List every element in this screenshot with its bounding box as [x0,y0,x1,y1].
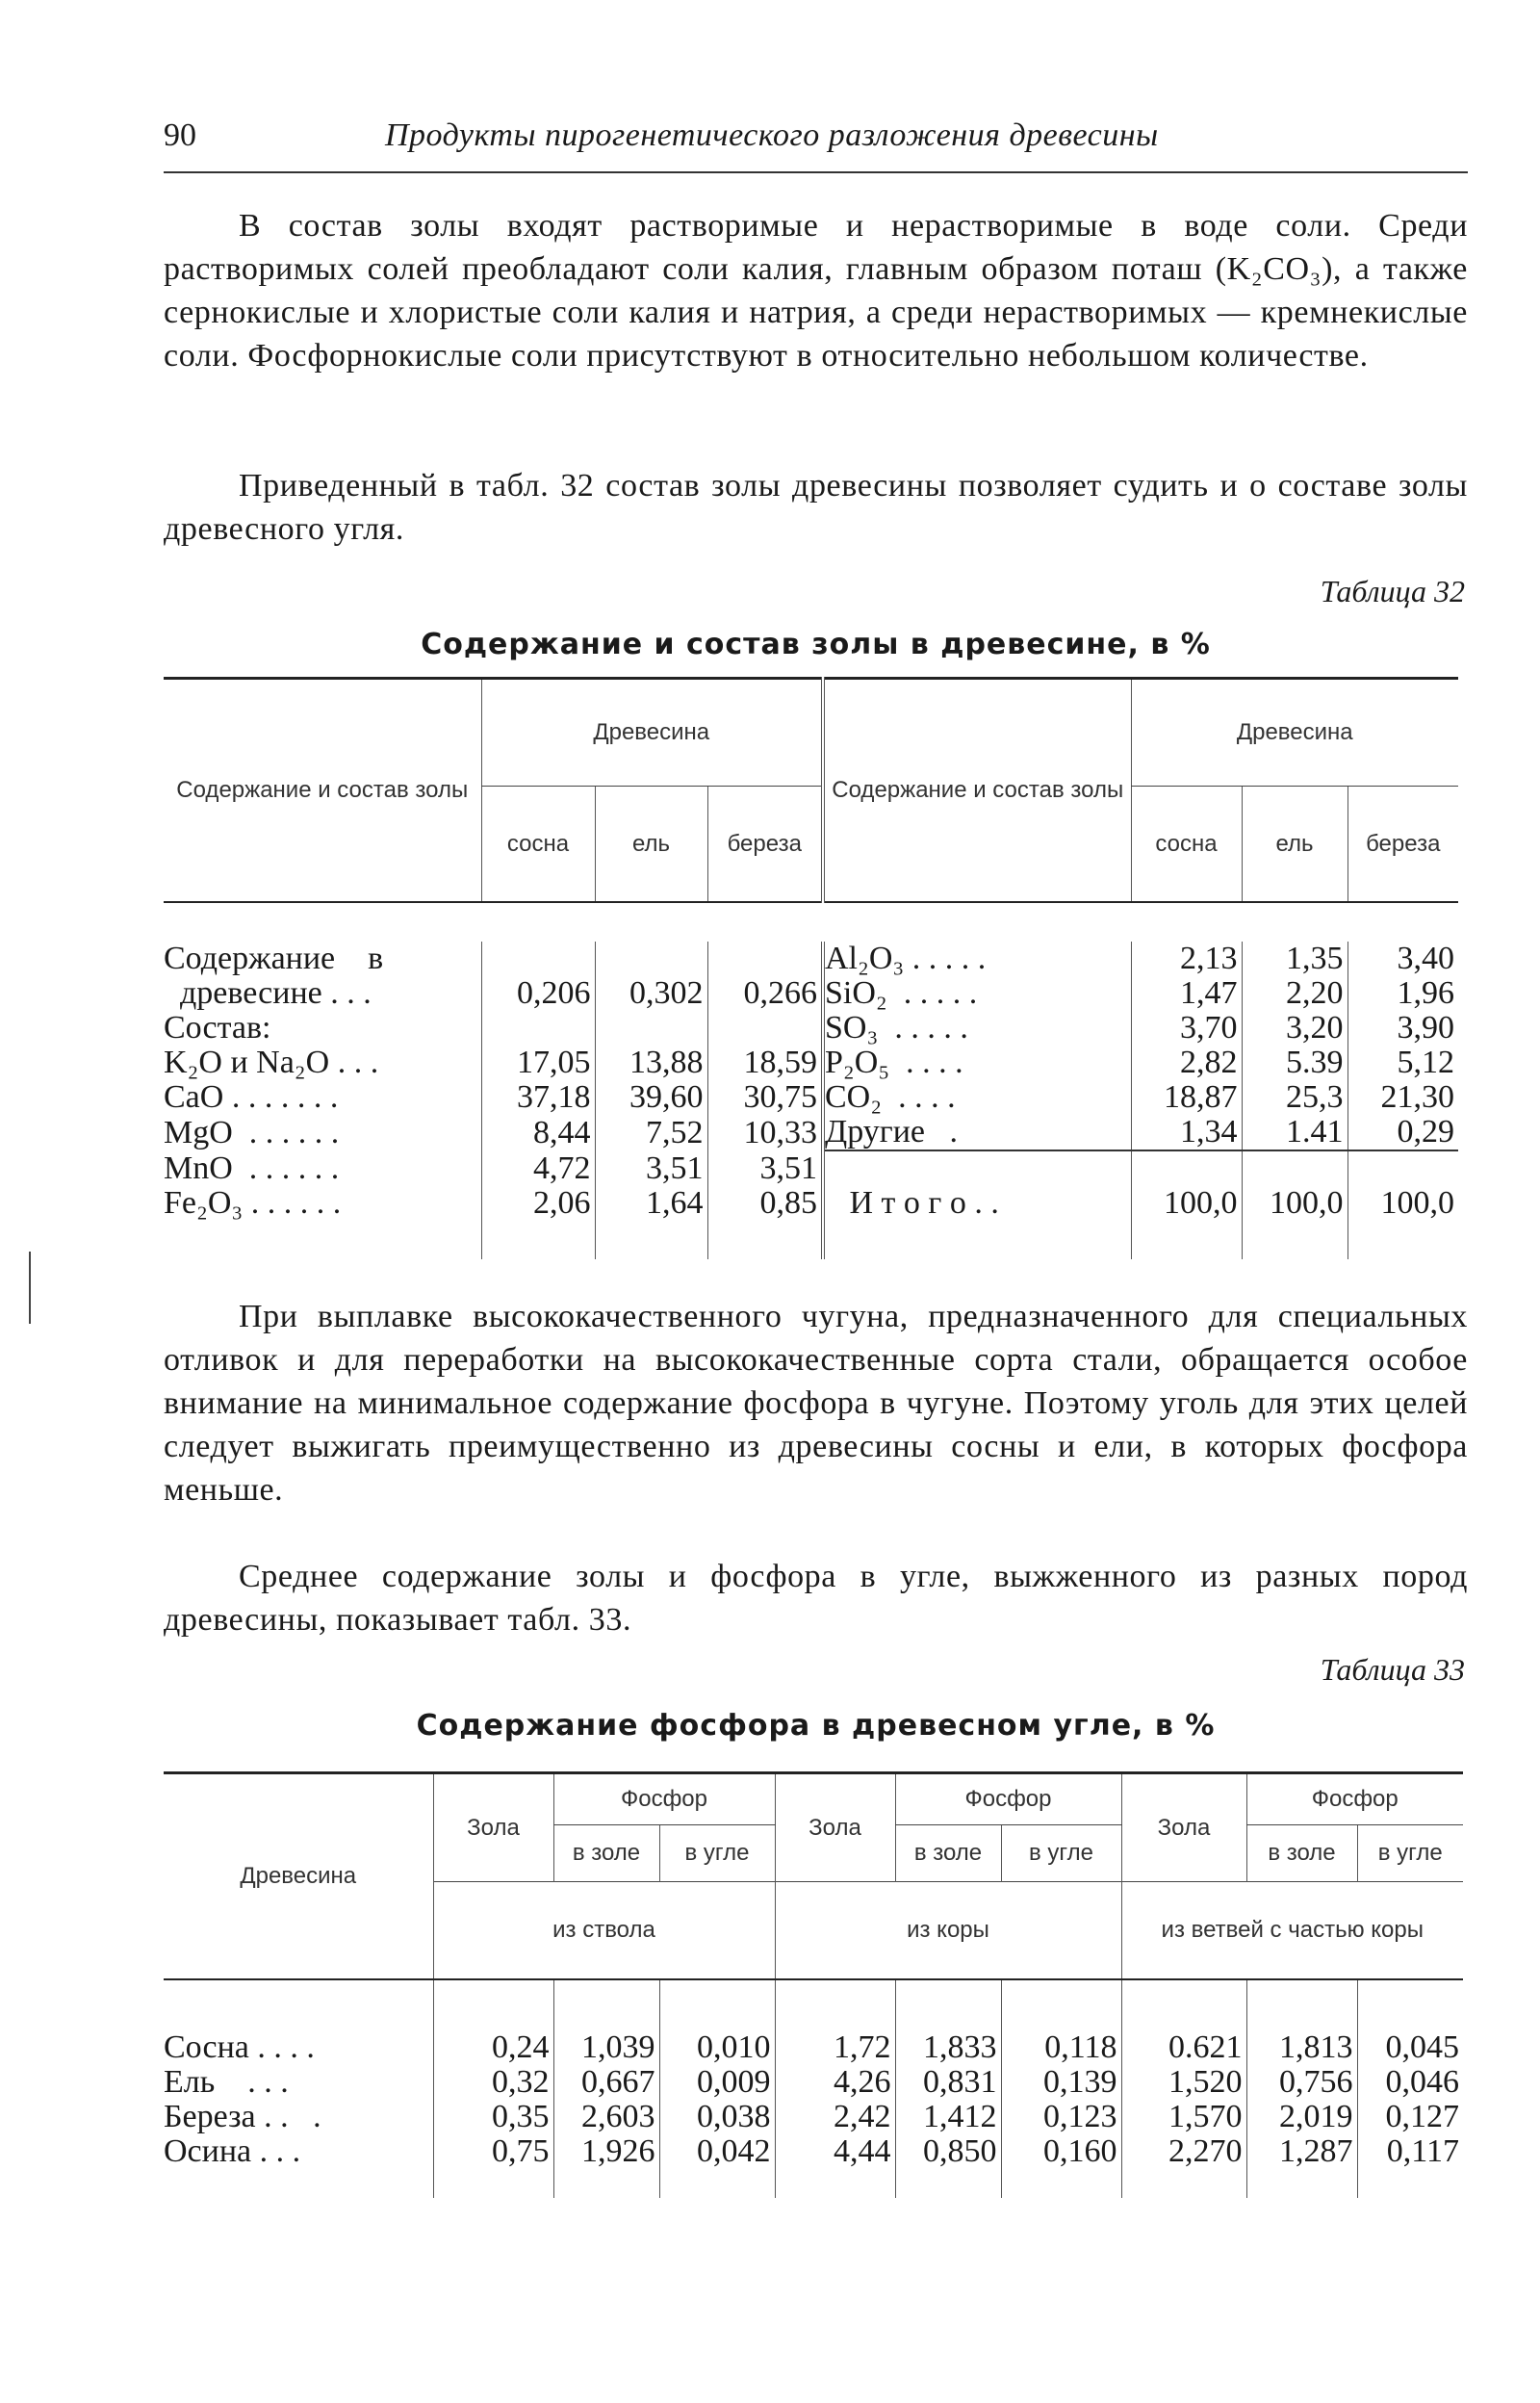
table-row [164,1150,1458,1186]
total-label: И т о г о . . [823,1186,1131,1221]
spacer-cell [1001,1979,1121,2030]
value-cell: 18,87 [1131,1080,1242,1115]
row-label: Содержание в [164,941,384,976]
value-cell: 0,045 [1357,2030,1463,2065]
row-label: SiO₂ . . . . . [823,976,1131,1011]
value-cell: 18,59 [707,1046,823,1080]
row-label: Al₂O₃ . . . . . [823,942,1131,976]
row-label: Состав: [164,1010,271,1046]
table-row [164,976,1458,1011]
value-cell [707,942,823,976]
total-cell: 100,0 [1131,1186,1242,1221]
col-header-species: сосна [1131,787,1242,903]
table32-title: Содержание и состав золы в древесине, в % [421,628,1211,661]
spacer-cell [895,2169,1001,2198]
col-header-in-coal: в угле [659,1825,775,1882]
table-row [164,2030,1463,2065]
row-label: Осина . . . [164,2133,301,2169]
spacer-cell [775,2169,895,2198]
spacer-cell [1131,1221,1242,1259]
value-cell: 0,831 [895,2065,1001,2100]
value-cell: 0.621 [1121,2030,1246,2065]
table-row [164,1186,1458,1221]
value-cell: 2,270 [1121,2134,1246,2169]
row-label: Ель . . . [164,2064,289,2100]
col-header-phosphorus: Фосфор [895,1773,1121,1825]
value-cell: 30,75 [707,1080,823,1115]
table-row [164,1080,1458,1115]
value-cell: 37,18 [481,1080,595,1115]
paragraph-table32-intro: Приведенный в табл. 32 состав золы древесины позволяет судить и о составе золы древесного угля. [164,468,1468,547]
blank-cell [1242,1150,1348,1186]
spacer-row [164,902,1458,942]
paragraph-ash-salts: В состав золы входят растворимые и нерастворимые в воде соли. Среди растворимых солей преобладают соли калия, главным образом поташ (K₂CO₃), а также сернокислые и хлористые соли калия и натрия, а среди нерастворимых — кремнекислые соли. Фосфорнокислые соли присутствуют в относительно небольшом количестве. [164,208,1468,374]
value-cell: 2,13 [1131,942,1242,976]
value-cell: 0,85 [707,1186,823,1221]
value-cell: 0,127 [1357,2100,1463,2134]
spacer-cell [164,1979,433,2030]
table-row [164,2065,1463,2100]
value-cell: 0,118 [1001,2030,1121,2065]
value-cell [481,942,595,976]
spacer-cell [1121,1979,1246,2030]
col-header-ash: Зола [1121,1773,1246,1882]
value-cell: 2,42 [775,2100,895,2134]
value-cell: 0,667 [553,2065,659,2100]
value-cell: 0,206 [481,976,595,1011]
value-cell: 8,44 [481,1115,595,1150]
paragraph-phosphorus: При выплавке высококачественного чугуна, предназначенного для специальных отливок и для переработки на высококачественные сорта стали, обращается особое внимание на минимальное содержание фосфора в чугуне. Поэтому уголь для этих целей следует выжигать преимущественно из древесины сосны и ели, в которых фосфора меньше. [164,1299,1468,1508]
paragraph-table33-intro: Среднее содержание золы и фосфора в угле, выжженного из разных пород древесины, показывает табл. 33. [164,1559,1468,1638]
row-label: MnO . . . . . . [164,1150,340,1186]
total-cell: 100,0 [1242,1186,1348,1221]
value-cell: 1,287 [1246,2134,1357,2169]
row-label: CaO . . . . . . . [164,1079,339,1115]
spacer-cell [553,2169,659,2198]
row-label: P₂O₅ . . . . [823,1046,1131,1080]
row-label: Fe₂O₃ . . . . . . [164,1185,342,1221]
value-cell: 0,042 [659,2134,775,2169]
col-header-species: береза [1348,787,1458,903]
spacer-cell [1121,2169,1246,2198]
table-32 [164,677,1458,1259]
value-cell: 0,24 [433,2030,553,2065]
spacer-cell [659,2169,775,2198]
table33-label: Таблица 33 [1320,1652,1465,1687]
spacer-cell [823,1221,1131,1259]
value-cell: 1,64 [595,1186,707,1221]
col-header-label: Содержание и состав золы [176,777,469,803]
value-cell: 1,833 [895,2030,1001,2065]
value-cell: 21,30 [1348,1080,1458,1115]
value-cell: 0,35 [433,2100,553,2134]
col-header-ash: Зола [775,1773,895,1882]
spacer-cell [164,2169,433,2198]
value-cell: 3,51 [707,1150,823,1186]
col-header-in-coal: в угле [1357,1825,1463,1882]
row-label: SO₃ . . . . . [823,1011,1131,1046]
value-cell: 1,412 [895,2100,1001,2134]
value-cell: 2,82 [1131,1046,1242,1080]
value-cell: 25,3 [1242,1080,1348,1115]
table-row [164,1011,1458,1046]
blank-cell [1131,1150,1242,1186]
value-cell: 4,26 [775,2065,895,2100]
value-cell: 1,35 [1242,942,1348,976]
table33-title: Содержание фосфора в древесном угле, в % [416,1709,1216,1743]
value-cell: 1.41 [1242,1115,1348,1150]
value-cell [481,1011,595,1046]
value-cell: 1,34 [1131,1115,1242,1150]
value-cell: 0,75 [433,2134,553,2169]
spacer-cell [1242,1221,1348,1259]
value-cell: 10,33 [707,1115,823,1150]
col-header-phosphorus: Фосфор [1246,1773,1463,1825]
col-header-phosphorus: Фосфор [553,1773,775,1825]
row-label: Сосна . . . . [164,2029,315,2065]
spacer-cell [595,1221,707,1259]
table-row [164,1046,1458,1080]
spacer-cell [1246,1979,1357,2030]
value-cell: 2,06 [481,1186,595,1221]
value-cell [595,942,707,976]
col-header-in-coal: в угле [1001,1825,1121,1882]
value-cell: 1,520 [1121,2065,1246,2100]
row-label: MgO . . . . . . [164,1114,340,1150]
value-cell: 3,90 [1348,1011,1458,1046]
value-cell: 13,88 [595,1046,707,1080]
spacer-cell [1357,1979,1463,2030]
spacer-cell [1001,2169,1121,2198]
value-cell: 1,813 [1246,2030,1357,2065]
value-cell: 1,039 [553,2030,659,2065]
value-cell: 1,96 [1348,976,1458,1011]
value-cell: 2,019 [1246,2100,1357,2134]
blank-cell [1348,1150,1458,1186]
value-cell: 0,32 [433,2065,553,2100]
table-33 [164,1771,1463,2198]
spacer-cell [164,1221,481,1259]
col-header-ash: Зола [433,1773,553,1882]
value-cell: 2,603 [553,2100,659,2134]
running-title: Продукты пирогенетического разложения древесины [385,117,1159,153]
spacer-cell [659,1979,775,2030]
spacer-cell [433,2169,553,2198]
col-header-source-bark: из коры [775,1882,1121,1980]
value-cell: 1,570 [1121,2100,1246,2134]
value-cell: 1,72 [775,2030,895,2065]
col-header-species: сосна [481,787,595,903]
value-cell [595,1011,707,1046]
spacer-cell [1348,1221,1458,1259]
col-header-source-branches: из ветвей с частью коры [1121,1882,1463,1980]
value-cell: 3,20 [1242,1011,1348,1046]
row-label: K₂O и Na₂O . . . [164,1045,379,1080]
col-header-species: береза [707,787,823,903]
table-row [164,2100,1463,2134]
value-cell: 0,756 [1246,2065,1357,2100]
value-cell: 17,05 [481,1046,595,1080]
value-cell: 1,47 [1131,976,1242,1011]
value-cell: 3,51 [595,1150,707,1186]
table-row [164,942,1458,976]
page-number: 90 [164,117,196,153]
col-header-label-right: Содержание и состав золы [823,679,1131,903]
col-header-species: ель [1242,787,1348,903]
col-header-source-trunk: из ствола [433,1882,775,1980]
value-cell: 0,009 [659,2065,775,2100]
blank-cell [823,1150,1131,1186]
value-cell: 0,302 [595,976,707,1011]
row-label: Другие . [823,1115,1131,1150]
table-row [164,2134,1463,2169]
value-cell: 5,12 [1348,1046,1458,1080]
value-cell: 0,160 [1001,2134,1121,2169]
value-cell: 4,44 [775,2134,895,2169]
col-header-species: ель [595,787,707,903]
col-header-group-right: Древесина [1131,679,1458,787]
value-cell: 5.39 [1242,1046,1348,1080]
value-cell: 4,72 [481,1150,595,1186]
value-cell: 39,60 [595,1080,707,1115]
spacer-cell [1357,2169,1463,2198]
col-header-group: Древесина [481,679,823,787]
value-cell: 2,20 [1242,976,1348,1011]
value-cell: 0,139 [1001,2065,1121,2100]
spacer-cell [775,1979,895,2030]
margin-mark [29,1252,31,1324]
value-cell: 0,046 [1357,2065,1463,2100]
spacer-cell [1246,2169,1357,2198]
row-label: CO₂ . . . . [823,1080,1131,1115]
col-header-in-ash: в золе [553,1825,659,1882]
value-cell [707,1011,823,1046]
row-label: древесине . . . [164,975,372,1011]
value-cell: 7,52 [595,1115,707,1150]
header-rule [164,171,1468,173]
value-cell: 0,123 [1001,2100,1121,2134]
value-cell: 1,926 [553,2134,659,2169]
spacer-cell [481,1221,595,1259]
value-cell: 3,70 [1131,1011,1242,1046]
spacer-cell [433,1979,553,2030]
value-cell: 0,038 [659,2100,775,2134]
col-header-in-ash: в золе [1246,1825,1357,1882]
spacer-cell [895,1979,1001,2030]
spacer-cell [553,1979,659,2030]
value-cell: 3,40 [1348,942,1458,976]
col-header-wood: Древесина [240,1863,357,1889]
spacer-cell [707,1221,823,1259]
table-row [164,1115,1458,1150]
value-cell: 0,850 [895,2134,1001,2169]
value-cell: 0,010 [659,2030,775,2065]
value-cell: 0,29 [1348,1115,1458,1150]
table32-label: Таблица 32 [1320,574,1465,608]
row-label: Береза . . . [164,2099,321,2134]
total-cell: 100,0 [1348,1186,1458,1221]
value-cell: 0,117 [1357,2134,1463,2169]
value-cell: 0,266 [707,976,823,1011]
col-header-in-ash: в золе [895,1825,1001,1882]
